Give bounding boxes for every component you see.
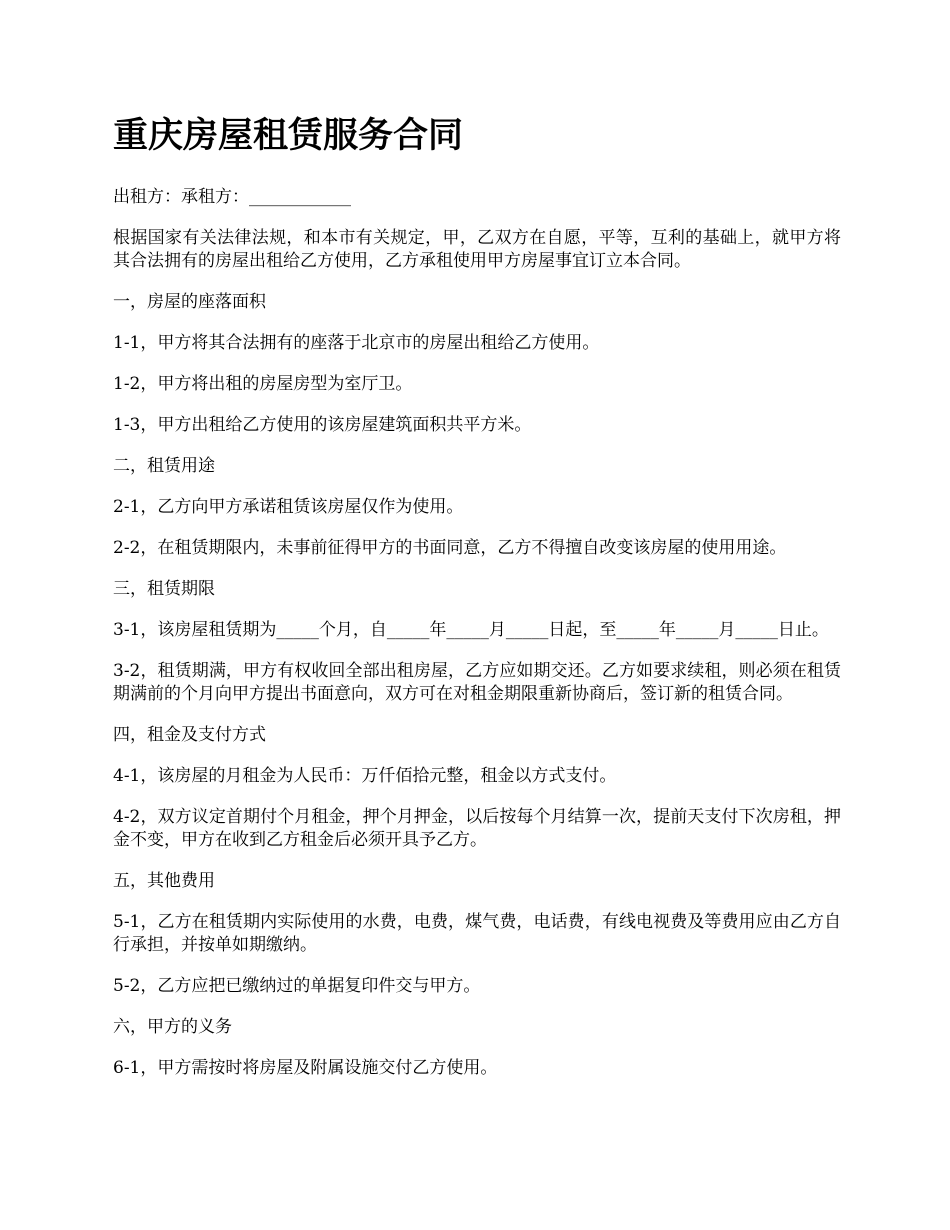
clause-2-2: 2-2，在租赁期限内，未事前征得甲方的书面同意，乙方不得擅自改变该房屋的使用用途。 [113, 538, 787, 558]
clause-6-1: 6-1，甲方需按时将房屋及附属设施交付乙方使用。 [113, 1058, 498, 1078]
parties-line: 出租方：承租方：____________ [113, 187, 351, 207]
section-heading-5: 五，其他费用 [113, 871, 215, 891]
clause-2-1: 2-1，乙方向甲方承诺租赁该房屋仅作为使用。 [113, 497, 464, 517]
clause-1-3: 1-3，甲方出租给乙方使用的该房屋建筑面积共平方米。 [113, 415, 532, 435]
document-body [113, 112, 841, 1098]
clause-1-2: 1-2，甲方将出租的房屋房型为室厅卫。 [113, 374, 413, 394]
clause-5-1: 5-1，乙方在租赁期内实际使用的水费，电费，煤气费，电话费，有线电视费及等费用应由乙方自行承担，并按单如期缴纳。 [113, 912, 841, 955]
section-heading-6: 六，甲方的义务 [113, 1017, 232, 1037]
clause-4-2: 4-2，双方议定首期付个月租金，押个月押金，以后按每个月结算一次，提前天支付下次房租，押金不变，甲方在收到乙方租金后必须开具予乙方。 [113, 807, 841, 850]
section-heading-4: 四，租金及支付方式 [113, 725, 266, 745]
clause-1-1: 1-1，甲方将其合法拥有的座落于北京市的房屋出租给乙方使用。 [113, 333, 600, 353]
document-title: 重庆房屋租赁服务合同 [113, 116, 464, 156]
section-heading-3: 三，租赁期限 [113, 579, 215, 599]
section-heading-2: 二，租赁用途 [113, 456, 215, 476]
clause-3-1: 3-1，该房屋租赁期为_____个月，自_____年_____月_____日起，至_____年_____月_____日止。 [113, 620, 829, 640]
clause-4-1: 4-1，该房屋的月租金为人民币：万仟佰拾元整，租金以方式支付。 [113, 766, 617, 786]
clause-5-2: 5-2，乙方应把已缴纳过的单据复印件交与甲方。 [113, 976, 481, 996]
clause-3-2: 3-2，租赁期满，甲方有权收回全部出租房屋，乙方应如期交还。乙方如要求续租，则必须在租赁期满前的个月向甲方提出书面意向，双方可在对租金期限重新协商后，签订新的租赁合同。 [113, 661, 841, 704]
preamble: 根据国家有关法律法规，和本市有关规定，甲，乙双方在自愿，平等，互利的基础上，就甲方将其合法拥有的房屋出租给乙方使用，乙方承租使用甲方房屋事宜订立本合同。 [113, 228, 841, 271]
section-heading-1: 一，房屋的座落面积 [113, 292, 266, 312]
